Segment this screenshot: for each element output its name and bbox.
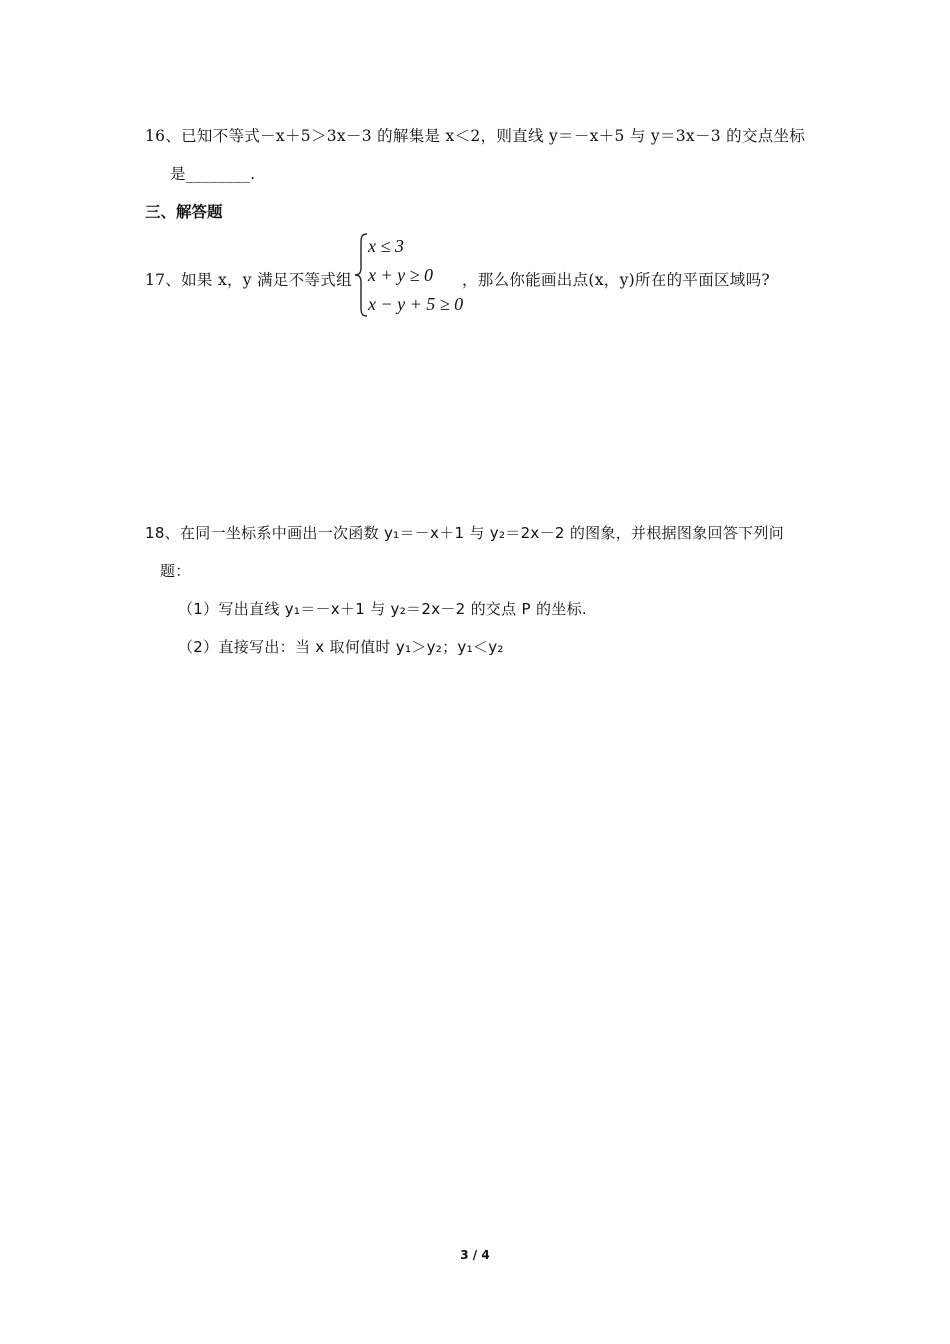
question-18-line-2: 题：: [160, 562, 191, 580]
section-heading: 三、解答题: [145, 203, 223, 221]
system-inequality-3: x − y + 5 ≥ 0: [368, 294, 464, 314]
system-inequality-2: x + y ≥ 0: [368, 265, 434, 285]
question-18-part-2: （2）直接写出：当 x 取何值时 y₁＞y₂；y₁＜y₂: [178, 638, 504, 656]
question-18-part-1: （1）写出直线 y₁＝－x＋1 与 y₂＝2x－2 的交点 P 的坐标.: [178, 600, 587, 618]
question-16-line-1: 16、已知不等式－x＋5＞3x－3 的解集是 x＜2，则直线 y＝－x＋5 与 y＝3x－3 的交点坐标: [145, 127, 806, 145]
page-number: 3 / 4: [460, 1248, 490, 1262]
question-16-line-2: 是________.: [170, 165, 256, 183]
question-17-suffix: ，那么你能画出点(x，y)所在的平面区域吗?: [462, 271, 771, 289]
question-18-line-1: 18、在同一坐标系中画出一次函数 y₁＝－x＋1 与 y₂＝2x－2 的图象，并根据图象回答下列问: [145, 524, 785, 542]
question-17-prefix: 17、如果 x，y 满足不等式组: [145, 271, 352, 289]
system-inequality-1: x ≤ 3: [368, 236, 404, 256]
